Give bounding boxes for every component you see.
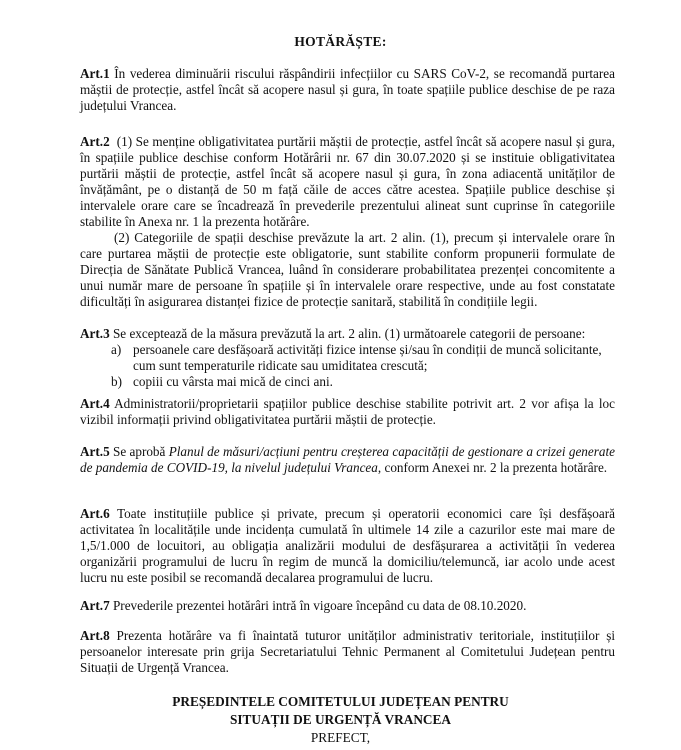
article-5	[80, 444, 615, 476]
document-title: HOTĂRĂȘTE:	[294, 34, 387, 49]
article-2	[80, 134, 615, 230]
article-paragraph-1: (1) Se menține obligativitatea purtării măștii de protecție, astfel încât să acopere nasul și gura, în spațiile publice deschise conform Hotărârii nr. 67 din 30.07.2020 și se instituie obligativitatea purtării măștii de protecție, astfel încât să acopere nasul și gura, în zona adiacentă unităților de învățământ, pe o distanță de 50 m față căile de acces către acestea. Spațiile publice deschise și intervalele orare care se încadrează în prevederile prezentului alineat sunt cuprinse în categoriile stabilite în Anexa nr. 1 la prezenta hotărâre.	[80, 134, 616, 229]
list-item-text: persoanele care desfășoară activități fizice intense și/sau în condiții de muncă solicitante, cum sunt temperaturile ridicate sau umiditatea crescută;	[133, 342, 602, 373]
article-label: Art.3	[80, 326, 110, 341]
article-label: Art.2	[80, 134, 110, 149]
article-2-paragraph-2: (2) Categoriile de spații deschise prevăzute la art. 2 alin. (1), precum și intervalele orare în care purtarea măștii de protecție este obligatorie, sunt stabilite conform propunerii formulate de Direcția de Sănătate Publică Vrancea, luând în considerare probabilitatea prezenței concomitente a unui număr mare de persoane în spațiile și în intervalele orare respective, unde au fost constatate dificultăți în asigurarea distanței fizice de protecție sanitară, stabilită în condițiile legii.	[80, 230, 615, 309]
article-4	[80, 396, 615, 428]
article-text-post: , conform Anexei nr. 2 la prezenta hotărâre.	[377, 460, 608, 475]
article-1	[80, 66, 615, 114]
article-label: Art.6	[80, 506, 110, 521]
signature-line-1: PREȘEDINTELE COMITETULUI JUDEȚEAN PENTRU	[172, 694, 509, 709]
article-text: Toate instituțiile publice și private, precum și operatorii economici care își desfășoară activitatea în localitățile unde incidența cumulată în ultimele 14 zile a cazurilor este mai mare de 1,5/1.000 de locuitori, au obligația analizării modului de desfășurarea a activității în vederea organizării programului de lucru în regim de muncă la domiciliu/telemuncă, iar acolo unde acest lucru nu este posibil se recomandă decalarea programului de lucru.	[80, 506, 615, 585]
plan-title: Planul de măsuri/acțiuni pentru creșterea capacității de gestionare a crizei generate de pandemia de COVID-19, la nivelul județului Vrancea	[80, 444, 615, 475]
article-7	[80, 598, 615, 614]
exception-list	[111, 342, 615, 390]
article-6	[80, 506, 615, 586]
signature-line-3: PREFECT,	[310, 730, 371, 745]
article-text: Prevederile prezentei hotărâri intră în vigoare începând cu data de 08.10.2020.	[112, 598, 527, 613]
article-label: Art.5	[80, 444, 110, 459]
article-3	[80, 326, 615, 342]
article-label: Art.1	[80, 66, 110, 81]
article-label: Art.8	[80, 628, 110, 643]
article-text-pre: Se aprobă	[113, 444, 169, 459]
article-8	[80, 628, 615, 676]
list-item	[111, 374, 615, 390]
article-text: Prezenta hotărâre va fi înaintată tuturor unităților administrativ teritoriale, instituțiilor și persoanelor interesate prin grija Secretariatului Tehnic Permanent al Comitetului Județean pentru Situații de Urgență Vrancea.	[80, 628, 615, 675]
list-marker: a)	[111, 342, 122, 357]
article-text: În vederea diminuării riscului răspândirii infecțiilor cu SARS CoV-2, se recomandă purtarea măștii de protecție, astfel încât să acopere nasul și gura, în toate spațiile publice deschise de pe raza județului Vrancea.	[80, 66, 616, 113]
list-item	[111, 342, 615, 374]
list-marker: b)	[111, 374, 122, 389]
article-label: Art.7	[80, 598, 110, 613]
article-text: Administratorii/proprietarii spațiilor publice deschise stabilite potrivit art. 2 vor afișa la loc vizibil informații privind obligativitatea purtării măștii de protecție.	[80, 396, 615, 427]
article-label: Art.4	[80, 396, 110, 411]
signature-line-2: SITUAȚII DE URGENȚĂ VRANCEA	[229, 712, 452, 727]
article-text: Se exceptează de la măsura prevăzută la art. 2 alin. (1) următoarele categorii de persoane:	[112, 326, 586, 341]
list-item-text: copiii cu vârsta mai mică de cinci ani.	[133, 374, 333, 389]
